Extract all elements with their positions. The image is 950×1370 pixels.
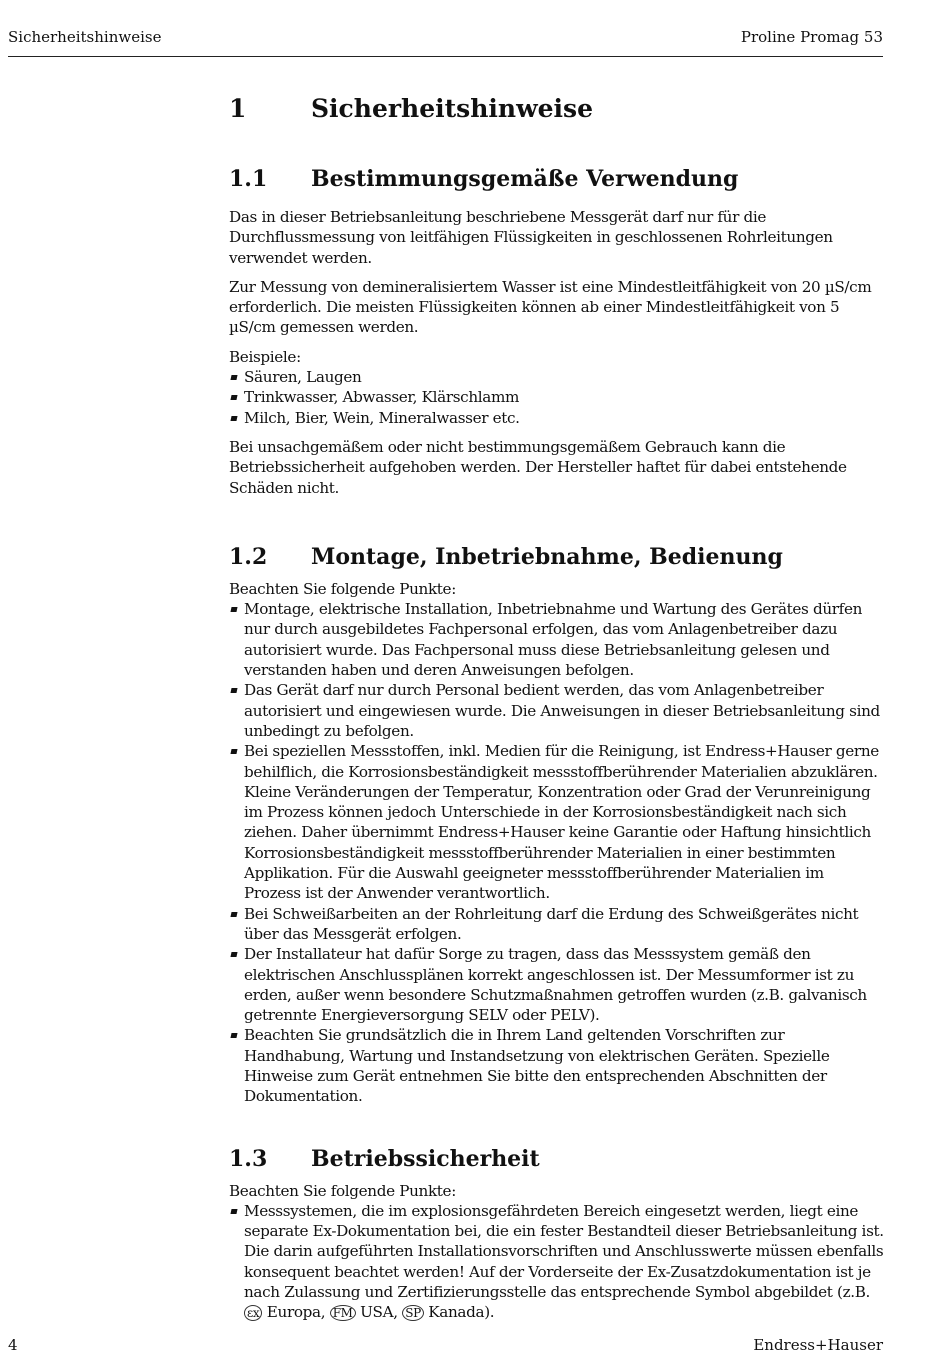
list-item xyxy=(229,904,884,945)
header-section-title: Sicherheitshinweise xyxy=(8,28,162,46)
list-item xyxy=(229,741,884,903)
fm-symbol-icon: FM xyxy=(330,1305,356,1321)
bullet-icon xyxy=(230,749,237,754)
bullet-icon xyxy=(230,416,237,421)
region-usa: USA, xyxy=(360,1303,398,1322)
ex-symbol-icon: εx xyxy=(244,1305,262,1321)
list-item-text: Trinkwasser, Abwasser, Klärschlamm xyxy=(244,388,520,407)
bullet-icon xyxy=(230,688,237,693)
section-heading-1-2 xyxy=(229,539,884,575)
list-item-text: Bei speziellen Messstoffen, inkl. Medien für die Reinigung, ist Endress+Hauser gerne behilflich, die Korrosionsbeständigkeit messstoffberührender Materialien abzuklären. Kleine Veränderungen der Temperatur, Konzentration oder Grad der Verunreinigung im Prozess können jedoch Unterschiede in der Korrosionsbeständigkeit nach sich ziehen. Daher übernimmt Endress+Hauser keine Garantie oder Haftung hinsichtlich Korrosionsbeständigkeit messstoffberührender Materialien in einer bestimmten Applikation. Für die Auswahl geeigneter messstoffberührender Materialien im Prozess ist der Anwender verantwortlich. xyxy=(244,742,879,903)
safety-list xyxy=(229,1201,884,1324)
running-header xyxy=(8,28,883,46)
list-item xyxy=(229,599,884,680)
paragraph: Bei unsachgemäßem oder nicht bestimmungsgemäßem Gebrauch kann die Betriebssicherheit aufgehoben werden. Der Hersteller haftet für dabei entstehende Schäden nicht. xyxy=(229,437,847,497)
section-title: Betriebssicherheit xyxy=(311,1145,540,1172)
list-item-text: Säuren, Laugen xyxy=(244,368,362,387)
bullet-icon xyxy=(230,395,237,400)
list-item-text: Montage, elektrische Installation, Inbetriebnahme und Wartung des Gerätes dürfen nur durch ausgebildetes Fachpersonal erfolgen, das vom Anlagenbetreiber dazu autorisiert wurde. Das Fachpersonal muss diese Betriebsanleitung gelesen und verstanden haben und deren Anweisungen befolgen. xyxy=(244,600,863,680)
bullet-icon xyxy=(230,1033,237,1038)
list-item xyxy=(229,1025,884,1106)
chapter-title: Sicherheitshinweise xyxy=(311,93,593,123)
header-product-name: Proline Promag 53 xyxy=(740,28,883,46)
section-number: 1.1 xyxy=(229,166,268,192)
intro-text: Beachten Sie folgende Punkte: xyxy=(229,579,456,598)
list-item-text: Der Installateur hat dafür Sorge zu tragen, dass das Messsystem gemäß den elektrischen Anschlussplänen korrekt angeschlossen ist. Der Messumformer ist zu erden, außer wenn besondere Schutzmaßnahmen getroffen wurden (z.B. galvanisch getrennte Energieversorgung SELV oder PELV). xyxy=(244,945,867,1025)
footer-brand: Endress+Hauser xyxy=(753,1336,883,1354)
section-heading-1-1 xyxy=(229,161,884,197)
list-item xyxy=(229,944,884,1025)
paragraph: Das in dieser Betriebsanleitung beschriebene Messgerät darf nur für die Durchflussmessung von leitfähigen Flüssigkeiten in geschlossenen Rohrleitungen verwendet werden. xyxy=(229,208,833,267)
bullet-icon xyxy=(230,1209,237,1214)
bullet-icon xyxy=(230,952,237,957)
list-item xyxy=(229,387,884,407)
list-item-text: Beachten Sie grundsätzlich die in Ihrem Land geltenden Vorschriften zur Handhabung, Wartung und Instandsetzung von elektrischen Geräten. Spezielle Hinweise zum Gerät entnehmen Sie bitte den entsprechenden Abschnitten der Dokumentation. xyxy=(244,1026,830,1106)
csa-symbol-icon: SP xyxy=(402,1305,424,1321)
section-heading-1-3 xyxy=(229,1141,884,1177)
list-item xyxy=(229,408,884,428)
list-item-text: Bei Schweißarbeiten an der Rohrleitung darf die Erdung des Schweißgerätes nicht über das Messgerät erfolgen. xyxy=(244,904,859,943)
instructions-list xyxy=(229,599,884,1106)
region-europe: Europa, xyxy=(266,1303,326,1322)
bullet-icon xyxy=(230,375,237,380)
list-item xyxy=(229,1201,884,1324)
list-item-text: Das Gerät darf nur durch Personal bedient werden, das vom Anlagenbetreiber autorisiert und eingewiesen wurde. Die Anweisungen in dieser Betriebsanleitung sind unbedingt zu befolgen. xyxy=(244,681,880,740)
section-title: Montage, Inbetriebnahme, Bedienung xyxy=(311,543,783,570)
paragraph: Zur Messung von demineralisiertem Wasser ist eine Mindestleitfähigkeit von 20 µS/cm erforderlich. Die meisten Flüssigkeiten können ab einer Mindestleitfähigkeit von 5 µS/cm gemessen werden. xyxy=(229,277,872,337)
section-number: 1.3 xyxy=(229,1145,268,1172)
examples-label: Beispiele: xyxy=(229,347,301,366)
region-canada: Kanada). xyxy=(428,1303,495,1322)
list-item xyxy=(229,680,884,741)
bullet-icon xyxy=(230,607,237,612)
page-body xyxy=(229,88,884,1324)
page-number: 4 xyxy=(8,1336,18,1354)
chapter-heading xyxy=(229,88,884,128)
list-item-text: Messsystemen, die im explosionsgefährdeten Bereich eingesetzt werden, liegt eine separate Ex-Dokumentation bei, die ein fester Bestandteil dieser Betriebsanleitung ist. Die darin aufgeführten Installationsvorschriften und Anschlusswerte müssen ebenfalls konsequent beachtet werden! Auf der Vorderseite der Ex-Zusatzdokumentation ist je nach Zulassung und Zertifizierungsstelle das entsprechende Symbol abgebildet (z.B. xyxy=(244,1201,884,1302)
section-title: Bestimmungsgemäße Verwendung xyxy=(311,166,739,192)
examples-list xyxy=(229,367,884,428)
list-item xyxy=(229,367,884,387)
header-rule xyxy=(8,56,883,57)
chapter-number: 1 xyxy=(229,93,247,123)
bullet-icon xyxy=(230,912,237,917)
section-number: 1.2 xyxy=(229,543,268,570)
list-item-text: Milch, Bier, Wein, Mineralwasser etc. xyxy=(244,408,520,427)
intro-text: Beachten Sie folgende Punkte: xyxy=(229,1181,456,1200)
